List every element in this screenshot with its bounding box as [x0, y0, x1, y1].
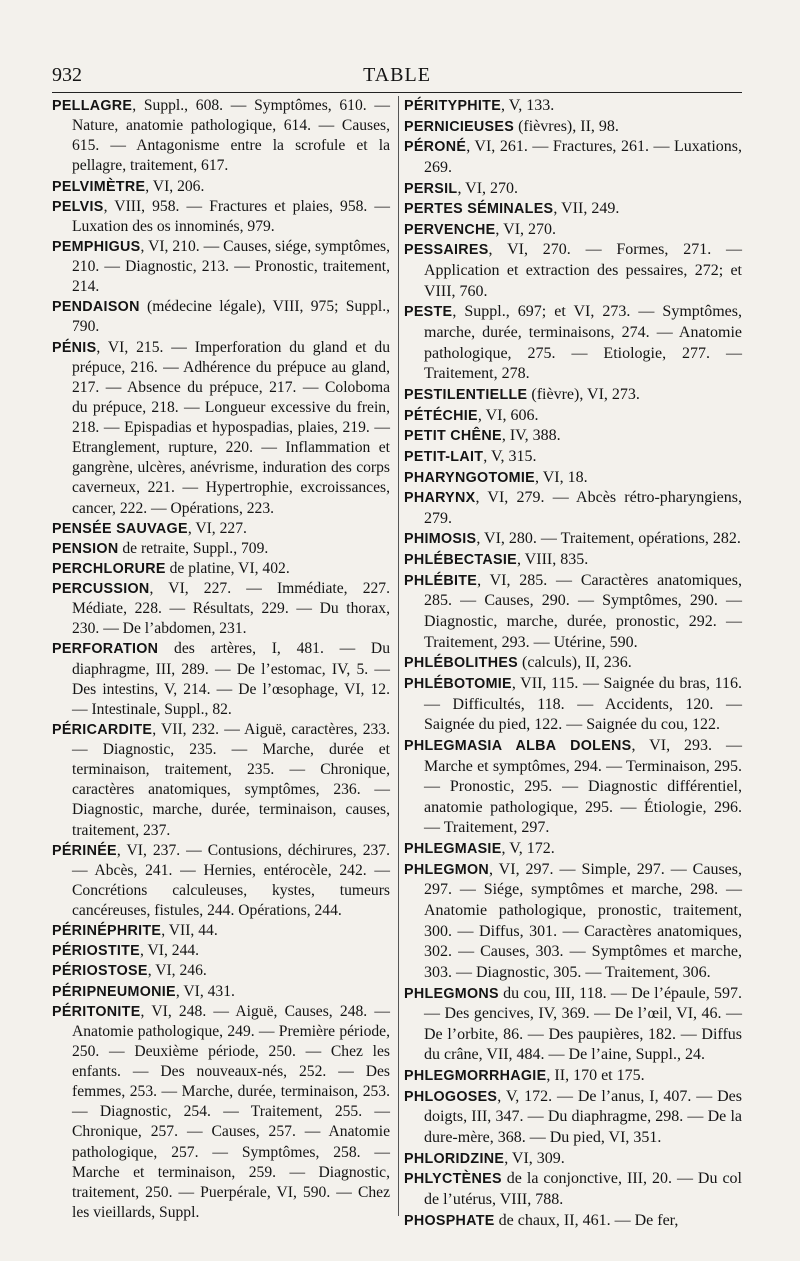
entry-references: , V, 315.	[483, 447, 537, 465]
entry-references: du cou, III, 118. — De l’épaule, 597. — Des gencives, IV, 369. — De l’œil, VI, 46. — De l’orbite, 86. — Des paupières, 182. — Diffus du crâne, VII, 484. — De l’aine, Suppl., 24.	[424, 984, 742, 1064]
entry-headword: PETIT CHÊNE	[404, 428, 502, 445]
entry-headword: PHLEGMON	[404, 861, 490, 878]
entry-references: , II, 170 et 175.	[546, 1067, 645, 1085]
entry-headword: PENSÉE SAUVAGE	[52, 520, 188, 537]
entry-references: , VI, 215. — Imperforation du gland et du prépuce, 216. — Adhérence du prépuce au gland, 217. — Absence du prépuce, 217. — Coloboma du prépuce, 218. — Longueur excessive du frein, 218. — Epispadias et hypospadias, plaies, 219. — Etranglement, rupture, 220. — Inflammation et gangrène, ulcères, anévrisme, induration des corps caverneux, 221. — Hypertrophie, excroissances, cancer, 222. — Opérations, 223.	[72, 338, 390, 517]
entry-headword: PELLAGRE	[52, 98, 133, 114]
index-entry	[404, 447, 742, 468]
entry-headword: PERNICIEUSES	[404, 118, 515, 135]
entry-headword: PELVIMÈTRE	[52, 178, 146, 195]
entry-references: , VI, 297. — Simple, 297. — Causes, 297. — Siége, symptômes et marche, 298. — Anatomie pathologique, pronostic, traitement, 300. — Diffus, 301. — Caractères anatomiques, 302. — Causes, 303. — Symptômes et marche, 303. — Diagnostic, 305. — Traitement, 306.	[424, 860, 742, 981]
entry-references: (fièvres), II, 98.	[514, 117, 619, 135]
entry-headword: PEMPHIGUS	[52, 238, 141, 255]
page-header	[52, 64, 742, 94]
entry-references: , VIII, 835.	[516, 551, 589, 569]
entry-references: (fièvre), VI, 273.	[527, 385, 640, 403]
entry-references: , Suppl., 697; et VI, 273. — Symptômes, marche, durée, terminaisons, 274. — Anatomie pathologique, 275. — Etiologie, 277. — Traitement, 278.	[424, 303, 742, 383]
index-entry	[404, 137, 742, 178]
entry-headword: PHARYNX	[404, 490, 476, 507]
entry-references: , VI, 210. — Causes, siége, symptômes, 210. — Diagnostic, 213. — Pronostic, traitement, 214.	[72, 237, 390, 296]
index-entry	[404, 117, 742, 138]
entry-headword: PHLEGMASIA ALBA DOLENS	[404, 737, 632, 754]
index-entry	[52, 177, 390, 197]
index-entry	[52, 579, 390, 639]
entry-references: , VI, 246.	[147, 962, 207, 980]
entry-references: , VI, 270.	[457, 179, 519, 197]
index-entry	[404, 488, 742, 529]
entry-headword: PELVIS	[52, 198, 104, 215]
entry-headword: PERTES SÉMINALES	[404, 201, 554, 218]
entry-references: , VI, 227. — Immédiate, 227. Médiate, 228. — Résultats, 229. — Du thorax, 230. — De l’abdomen, 231.	[72, 580, 390, 638]
entry-headword: PERVENCHE	[404, 221, 496, 238]
entry-headword: PHLEGMONS	[404, 985, 499, 1002]
index-entry	[404, 860, 742, 984]
index-entry	[404, 529, 742, 550]
entry-headword: PESTE	[404, 304, 453, 321]
entry-references: , VI, 285. — Caractères anatomiques, 285. — Causes, 290. — Symptômes, 290. — Diagnostic, marche, durée, pronostic, 292. — Traitement, 293. — Utérine, 590.	[424, 571, 742, 651]
entry-headword: PHOSPHATE	[404, 1212, 495, 1229]
entry-headword: PERCHLORURE	[52, 560, 166, 577]
index-entry	[404, 674, 742, 736]
entry-headword: PHLÉBOLITHES	[404, 655, 519, 672]
left-column	[52, 96, 390, 1223]
entry-headword: PESSAIRES	[404, 242, 489, 259]
index-entry	[52, 921, 390, 941]
index-entry	[52, 338, 390, 519]
entry-headword: PÉRICARDITE	[52, 721, 153, 738]
index-entry	[404, 96, 742, 117]
index-entry	[52, 237, 390, 297]
index-entry	[404, 653, 742, 674]
index-entry	[404, 1211, 742, 1232]
index-entry	[52, 639, 390, 720]
index-entry	[404, 1087, 742, 1149]
entry-references: de chaux, II, 461. — De fer,	[494, 1211, 679, 1229]
index-entry	[52, 1002, 390, 1223]
entry-references: , Suppl., 608. — Symptômes, 610. — Nature, anatomie pathologique, 614. — Causes, 615. — Antagonisme entre la scrofule et la pellagre, traitement, 617.	[72, 97, 390, 175]
index-entry	[52, 297, 390, 337]
entry-references: de platine, VI, 402.	[165, 559, 290, 577]
index-entry	[404, 199, 742, 220]
entry-references: , VI, 227.	[187, 519, 247, 537]
entry-references: , VII, 232. — Aiguë, caractères, 233. — Diagnostic, 235. — Marche, durée et terminaison, traitement, 235. — Chronique, caractères anatomiques, symptômes, 236. — Diagnostic, marche, durée, terminaison, causes, traitement, 237.	[72, 720, 390, 839]
index-entry	[404, 1066, 742, 1087]
index-entry	[52, 941, 390, 961]
index-entry	[52, 841, 390, 922]
entry-references: , VI, 280. — Traitement, opérations, 282.	[476, 530, 741, 548]
index-entry	[404, 1169, 742, 1210]
entry-headword: PHIMOSIS	[404, 531, 477, 548]
index-entry	[404, 1149, 742, 1170]
index-entry	[404, 302, 742, 385]
entry-headword: PETIT-LAIT	[404, 448, 484, 465]
entry-references: , VI, 244.	[140, 942, 200, 960]
entry-headword: PÉNIS	[52, 339, 97, 356]
entry-headword: PÉRIOSTITE	[52, 943, 140, 960]
entry-headword: PHLÉBITE	[404, 572, 478, 589]
index-entry	[404, 406, 742, 427]
index-entry	[404, 736, 742, 839]
entry-references: , VI, 293. — Marche et symptômes, 294. — Terminaison, 295. — Pronostic, 295. — Diagnostic différentiel, anatomie pathologique, 295. — Étiologie, 296. — Traitement, 297.	[424, 736, 742, 837]
index-entry	[404, 550, 742, 571]
entry-headword: PHARYNGOTOMIE	[404, 469, 535, 486]
entry-references: des artères, I, 481. — Du diaphragme, III, 289. — De l’estomac, IV, 5. — Des intestins, V, 214. — De l’œsophage, VI, 12. — Intestinale, Suppl., 82.	[72, 640, 390, 718]
index-entry	[404, 220, 742, 241]
index-entry	[404, 468, 742, 489]
index-entry	[52, 519, 390, 539]
index-entry	[404, 179, 742, 200]
entry-references: , VI, 206.	[145, 177, 205, 195]
entry-references: (médecine légale), VIII, 975; Suppl., 790.	[72, 298, 390, 336]
entry-headword: PHLÉBOTOMIE	[404, 675, 512, 692]
entry-headword: PHLYCTÈNES	[404, 1171, 502, 1188]
entry-references: , VI, 270.	[495, 220, 557, 238]
entry-references: de retraite, Suppl., 709.	[118, 539, 269, 557]
entry-headword: PENDAISON	[52, 299, 140, 316]
entry-headword: PÉRINÉE	[52, 842, 117, 859]
entry-references: , V, 172.	[501, 840, 555, 858]
index-entry	[404, 984, 742, 1067]
index-entry	[52, 961, 390, 981]
entry-headword: PESTILENTIELLE	[404, 386, 528, 403]
entry-headword: PÉRINÉPHRITE	[52, 923, 162, 940]
entry-headword: PÉRONÉ	[404, 139, 467, 156]
entry-references: , V, 133.	[501, 97, 555, 114]
entry-headword: PÉRITYPHITE	[404, 98, 502, 114]
entry-references: , VI, 309.	[504, 1149, 565, 1167]
entry-headword: PÉRIPNEUMONIE	[52, 983, 176, 1000]
page-number: 932	[52, 64, 82, 86]
entry-references: , VI, 261. — Fractures, 261. — Luxations, 269.	[424, 138, 742, 176]
entry-references: , VII, 44.	[161, 922, 218, 940]
entry-references: , VII, 115. — Saignée du bras, 116. — Difficultés, 118. — Accidents, 120. — Saignée du pied, 122. — Saignée du cou, 122.	[424, 674, 742, 734]
entry-references: de la conjonctive, III, 20. — Du col de l’utérus, VIII, 788.	[424, 1170, 742, 1208]
entry-headword: PÉTÉCHIE	[404, 407, 478, 424]
entry-references: , VI, 18.	[535, 468, 588, 486]
entry-headword: PHLEGMASIE	[404, 841, 502, 858]
entry-references: , VII, 249.	[553, 200, 620, 218]
entry-headword: PHLEGMORRHAGIE	[404, 1068, 547, 1085]
index-entry	[52, 982, 390, 1002]
index-entry	[404, 839, 742, 860]
entry-references: , VI, 248. — Aiguë, Causes, 248. — Anatomie pathologique, 249. — Première période, 250. — Deuxième période, 250. — Chez les enfants. — Des nouveaux-nés, 252. — Des femmes, 253. — Marche, durée, terminaison, 253. — Diagnostic, 254. — Traitement, 255. — Chronique, 257. — Causes, 257. — Anatomie pathologique, 257. — Symptômes, 258. — Marche et terminaison, 259. — Diagnostic, traitement, 250. — Puerpérale, VI, 590. — Chez les vieillards, Suppl.	[72, 1002, 390, 1221]
entry-headword: PHLORIDZINE	[404, 1150, 505, 1167]
index-entry	[404, 571, 742, 654]
header-rule	[52, 92, 742, 93]
index-entry	[52, 559, 390, 579]
index-entry	[404, 240, 742, 302]
index-entry	[52, 197, 390, 237]
index-entry	[404, 426, 742, 447]
entry-references: , V, 172. — De l’anus, I, 407. — Des doigts, III, 347. — Du diaphragme, 298. — De la dure-mère, 368. — Du pied, VI, 351.	[424, 1087, 742, 1147]
entry-headword: PÉRIOSTOSE	[52, 963, 148, 980]
entry-references: , VI, 270. — Formes, 271. — Application et extraction des pessaires, 272; et VIII, 760.	[424, 241, 742, 300]
index-entry	[404, 385, 742, 406]
entry-references: (calculs), II, 236.	[518, 654, 632, 672]
entry-headword: PERCUSSION	[52, 581, 150, 597]
entry-references: , IV, 388.	[501, 427, 561, 445]
entry-references: , VI, 237. — Contusions, déchirures, 237. — Abcès, 241. — Hernies, entérocèle, 242. — Concrétions calculeuses, kystes, tumeurs cancéreuses, fistules, 244. Opérations, 244.	[72, 841, 390, 919]
right-column	[404, 96, 742, 1231]
index-entry	[52, 720, 390, 841]
entry-headword: PHLOGOSES	[404, 1088, 498, 1105]
entry-headword: PHLÉBECTASIE	[404, 552, 517, 569]
entry-references: , VI, 606.	[477, 406, 539, 424]
entry-headword: PÉRITONITE	[52, 1003, 141, 1020]
entry-references: , VI, 279. — Abcès rétro-pharyngiens, 279.	[424, 489, 742, 527]
index-entry	[52, 539, 390, 559]
page-title: TABLE	[363, 64, 431, 86]
entry-references: , VIII, 958. — Fractures et plaies, 958. — Luxation des os innominés, 979.	[72, 197, 390, 235]
column-divider	[398, 96, 399, 1216]
entry-headword: PERFORATION	[52, 641, 159, 658]
entry-headword: PENSION	[52, 540, 119, 557]
entry-headword: PERSIL	[404, 180, 458, 197]
index-entry	[52, 96, 390, 177]
entry-references: , VI, 431.	[175, 982, 235, 1000]
